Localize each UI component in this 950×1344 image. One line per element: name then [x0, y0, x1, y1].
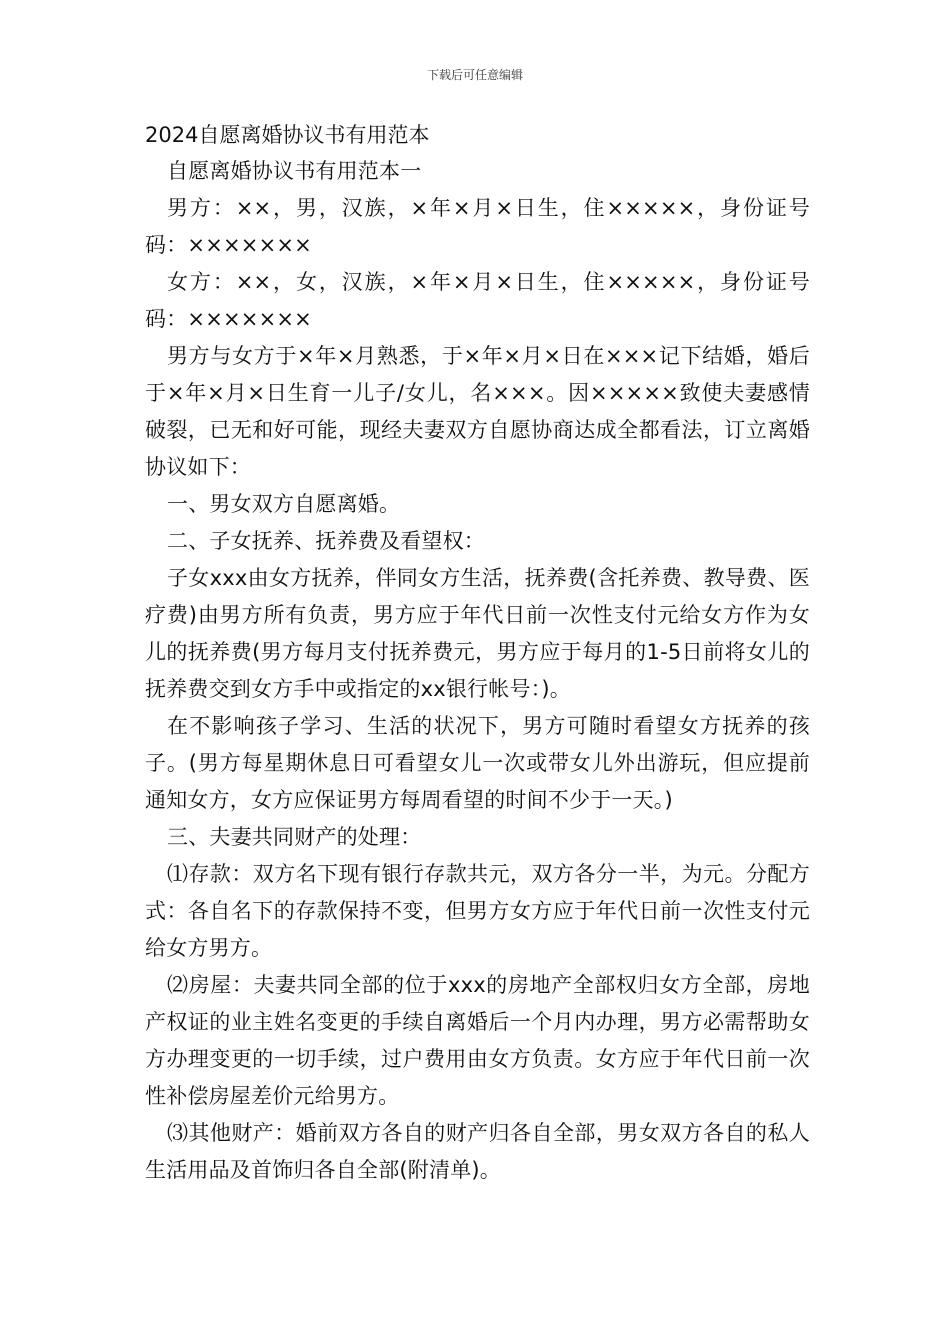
savings-paragraph: ⑴存款：双方名下现有银行存款共元，双方各分一半，为元。分配方式：各自名下的存款保持不变，但男方女方应于年代日前一次性支付元给女方男方。	[145, 862, 810, 960]
clause-2-heading: 二、子女抚养、抚养费及看望权：	[167, 529, 485, 553]
clause-1-heading: 一、男女双方自愿离婚。	[167, 492, 401, 516]
party-male-paragraph: 男方：××，男，汉族，×年×月×日生，住×××××，身份证号码：×××××××	[145, 196, 810, 257]
marriage-background-paragraph: 男方与女方于×年×月熟悉，于×年×月×日在×××记下结婚，婚后于×年×月×日生育一儿子/女儿，名×××。因×××××致使夫妻感情破裂，已无和好可能，现经夫妻双方自愿协商达成全都看法，订立离婚协议如下：	[145, 344, 810, 479]
page-header: 下载后可任意编辑	[426, 68, 523, 82]
document-title: 2024自愿离婚协议书有用范本	[145, 123, 430, 147]
visitation-paragraph: 在不影响孩子学习、生活的状况下，男方可随时看望女方抚养的孩子。(男方每星期休息日可看望女儿一次或带女儿外出游玩，但应提前通知女方，女方应保证男方每周看望的时间不少于一天。)	[145, 714, 810, 812]
party-female-paragraph: 女方：××，女，汉族，×年×月×日生，住×××××，身份证号码：×××××××	[145, 270, 810, 331]
section-heading: 自愿离婚协议书有用范本一	[167, 159, 422, 183]
document-body	[145, 117, 810, 1189]
child-support-paragraph: 子女xxx由女方抚养，伴同女方生活，抚养费(含托养费、教导费、医疗费)由男方所有负责，男方应于年代日前一次性支付元给女方作为女儿的抚养费(男方每月支付抚养费元，男方应于每月的1-5日前将女儿的抚养费交到女方手中或指定的xx银行帐号：)。	[145, 566, 810, 701]
clause-3-heading: 三、夫妻共同财产的处理：	[167, 825, 422, 849]
other-property-paragraph: ⑶其他财产：婚前双方各自的财产归各自全部，男女双方各自的私人生活用品及首饰归各自全部(附清单)。	[145, 1121, 810, 1182]
housing-paragraph: ⑵房屋：夫妻共同全部的位于xxx的房地产全部权归女方全部，房地产权证的业主姓名变更的手续自离婚后一个月内办理，男方必需帮助女方办理变更的一切手续，过户费用由女方负责。女方应于年代日前一次性补偿房屋差价元给男方。	[145, 973, 810, 1108]
